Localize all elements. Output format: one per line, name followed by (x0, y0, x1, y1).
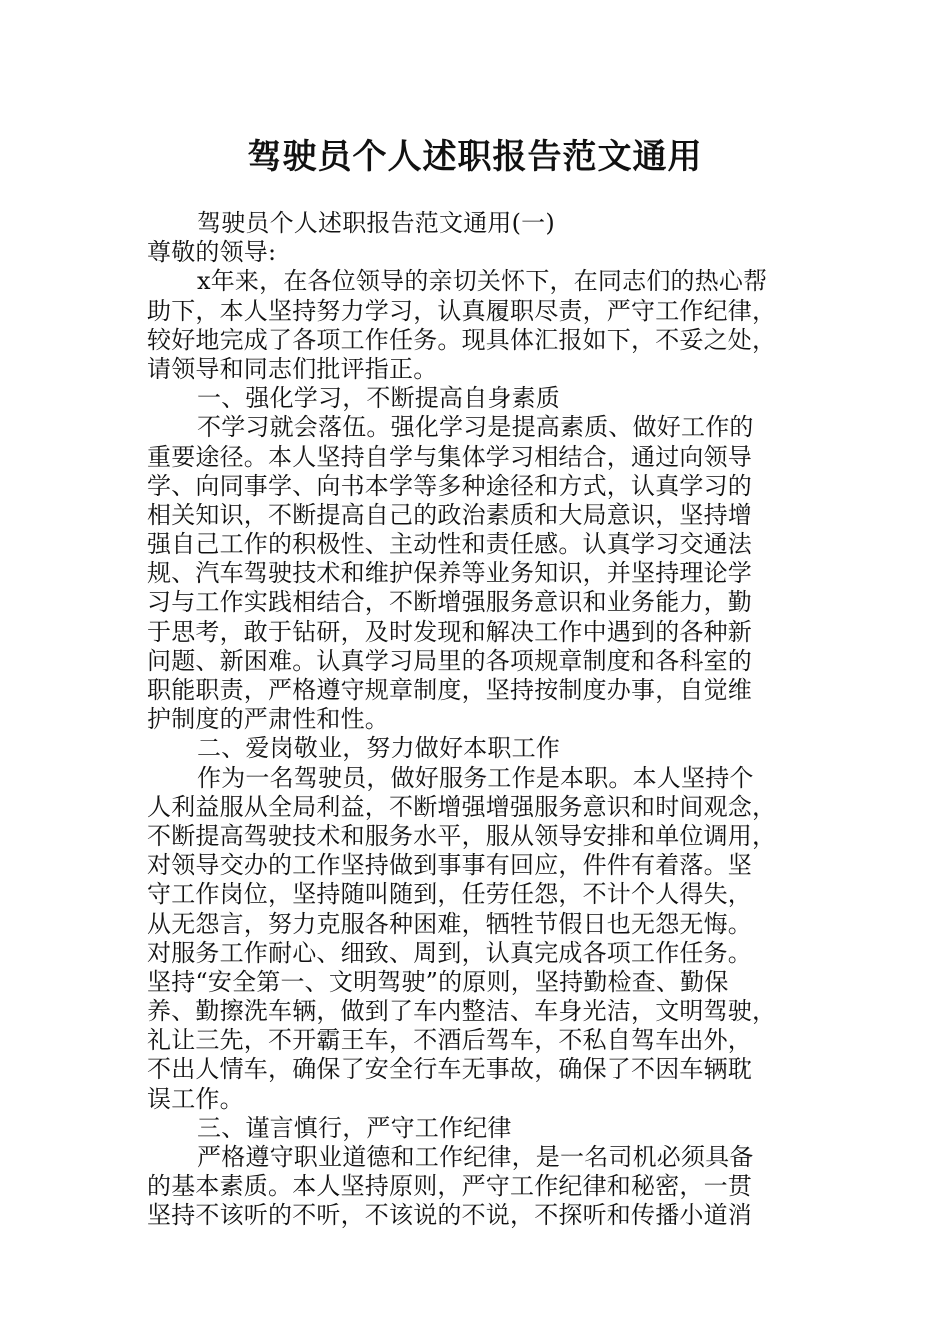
text-line: 不学习就会落伍。强化学习是提高素质、做好工作的 (197, 413, 754, 442)
text-line: 坚持“安全第一、文明驾驶”的原则，坚持勤检查、勤保 (147, 967, 729, 996)
text-line: 不出人情车，确保了安全行车无事故，确保了不因车辆耽 (147, 1055, 752, 1084)
text-line: 于思考，敢于钻研，及时发现和解决工作中遇到的各种新 (147, 617, 752, 646)
text-line: 强自己工作的积极性、主动性和责任感。认真学习交通法 (147, 530, 752, 559)
text-line: 相关知识，不断提高自己的政治素质和大局意识，坚持增 (147, 500, 752, 529)
text-line: 问题、新困难。认真学习局里的各项规章制度和各科室的 (147, 646, 752, 675)
text-line: 规、汽车驾驶技术和维护保养等业务知识，并坚持理论学 (147, 559, 752, 588)
text-line: 请领导和同志们批评指正。 (147, 354, 438, 383)
document-title: 驾驶员个人述职报告范文通用 (247, 137, 703, 177)
text-line: 对领导交办的工作坚持做到事事有回应，件件有着落。坚 (147, 851, 752, 880)
text-line: 误工作。 (147, 1084, 244, 1113)
text-line: x年来，在各位领导的亲切关怀下，在同志们的热心帮 (197, 267, 768, 296)
text-line: 守工作岗位，坚持随叫随到，任劳任怨，不计个人得失， (147, 880, 752, 909)
text-line: 尊敬的领导: (147, 238, 277, 267)
text-line: 养、勤擦洗车辆，做到了车内整洁、车身光洁，文明驾驶， (147, 997, 777, 1026)
text-line: 礼让三先，不开霸王车，不酒后驾车，不私自驾车出外， (147, 1026, 752, 1055)
text-line: 的基本素质。本人坚持原则，严守工作纪律和秘密，一贯 (147, 1172, 752, 1201)
text-line: 不断提高驾驶技术和服务水平，服从领导安排和单位调用， (147, 821, 777, 850)
text-line: 重要途径。本人坚持自学与集体学习相结合，通过向领导 (147, 442, 752, 471)
text-line: 二、爱岗敬业，努力做好本职工作 (197, 734, 560, 763)
text-line: 从无怨言，努力克服各种困难，牺牲节假日也无怨无悔。 (147, 909, 752, 938)
text-line: 助下，本人坚持努力学习，认真履职尽责，严守工作纪律， (147, 296, 777, 325)
text-line: 习与工作实践相结合，不断增强服务意识和业务能力，勤 (147, 588, 752, 617)
document-body (147, 209, 803, 1231)
text-line: 职能职责，严格遵守规章制度，坚持按制度办事，自觉维 (147, 676, 752, 704)
text-line: 对服务工作耐心、细致、周到，认真完成各项工作任务。 (147, 938, 752, 967)
text-line: 作为一名驾驶员，做好服务工作是本职。本人坚持个 (197, 763, 754, 792)
text-line: 严格遵守职业道德和工作纪律，是一名司机必须具备 (197, 1143, 754, 1171)
text-line: 较好地完成了各项工作任务。现具体汇报如下，不妥之处， (147, 325, 777, 354)
text-line: 学、向同事学、向书本学等多种途径和方式，认真学习的 (147, 471, 752, 500)
text-line: 人利益服从全局利益，不断增强增强服务意识和时间观念， (147, 792, 777, 821)
text-line: 一、强化学习，不断提高自身素质 (197, 384, 560, 413)
text-line: 护制度的严肃性和性。 (147, 705, 389, 734)
text-line: 驾驶员个人述职报告范文通用(一) (197, 209, 555, 237)
text-line: 坚持不该听的不听，不该说的不说，不探听和传播小道消 (147, 1201, 752, 1230)
text-line: 三、谨言慎行，严守工作纪律 (197, 1113, 512, 1142)
